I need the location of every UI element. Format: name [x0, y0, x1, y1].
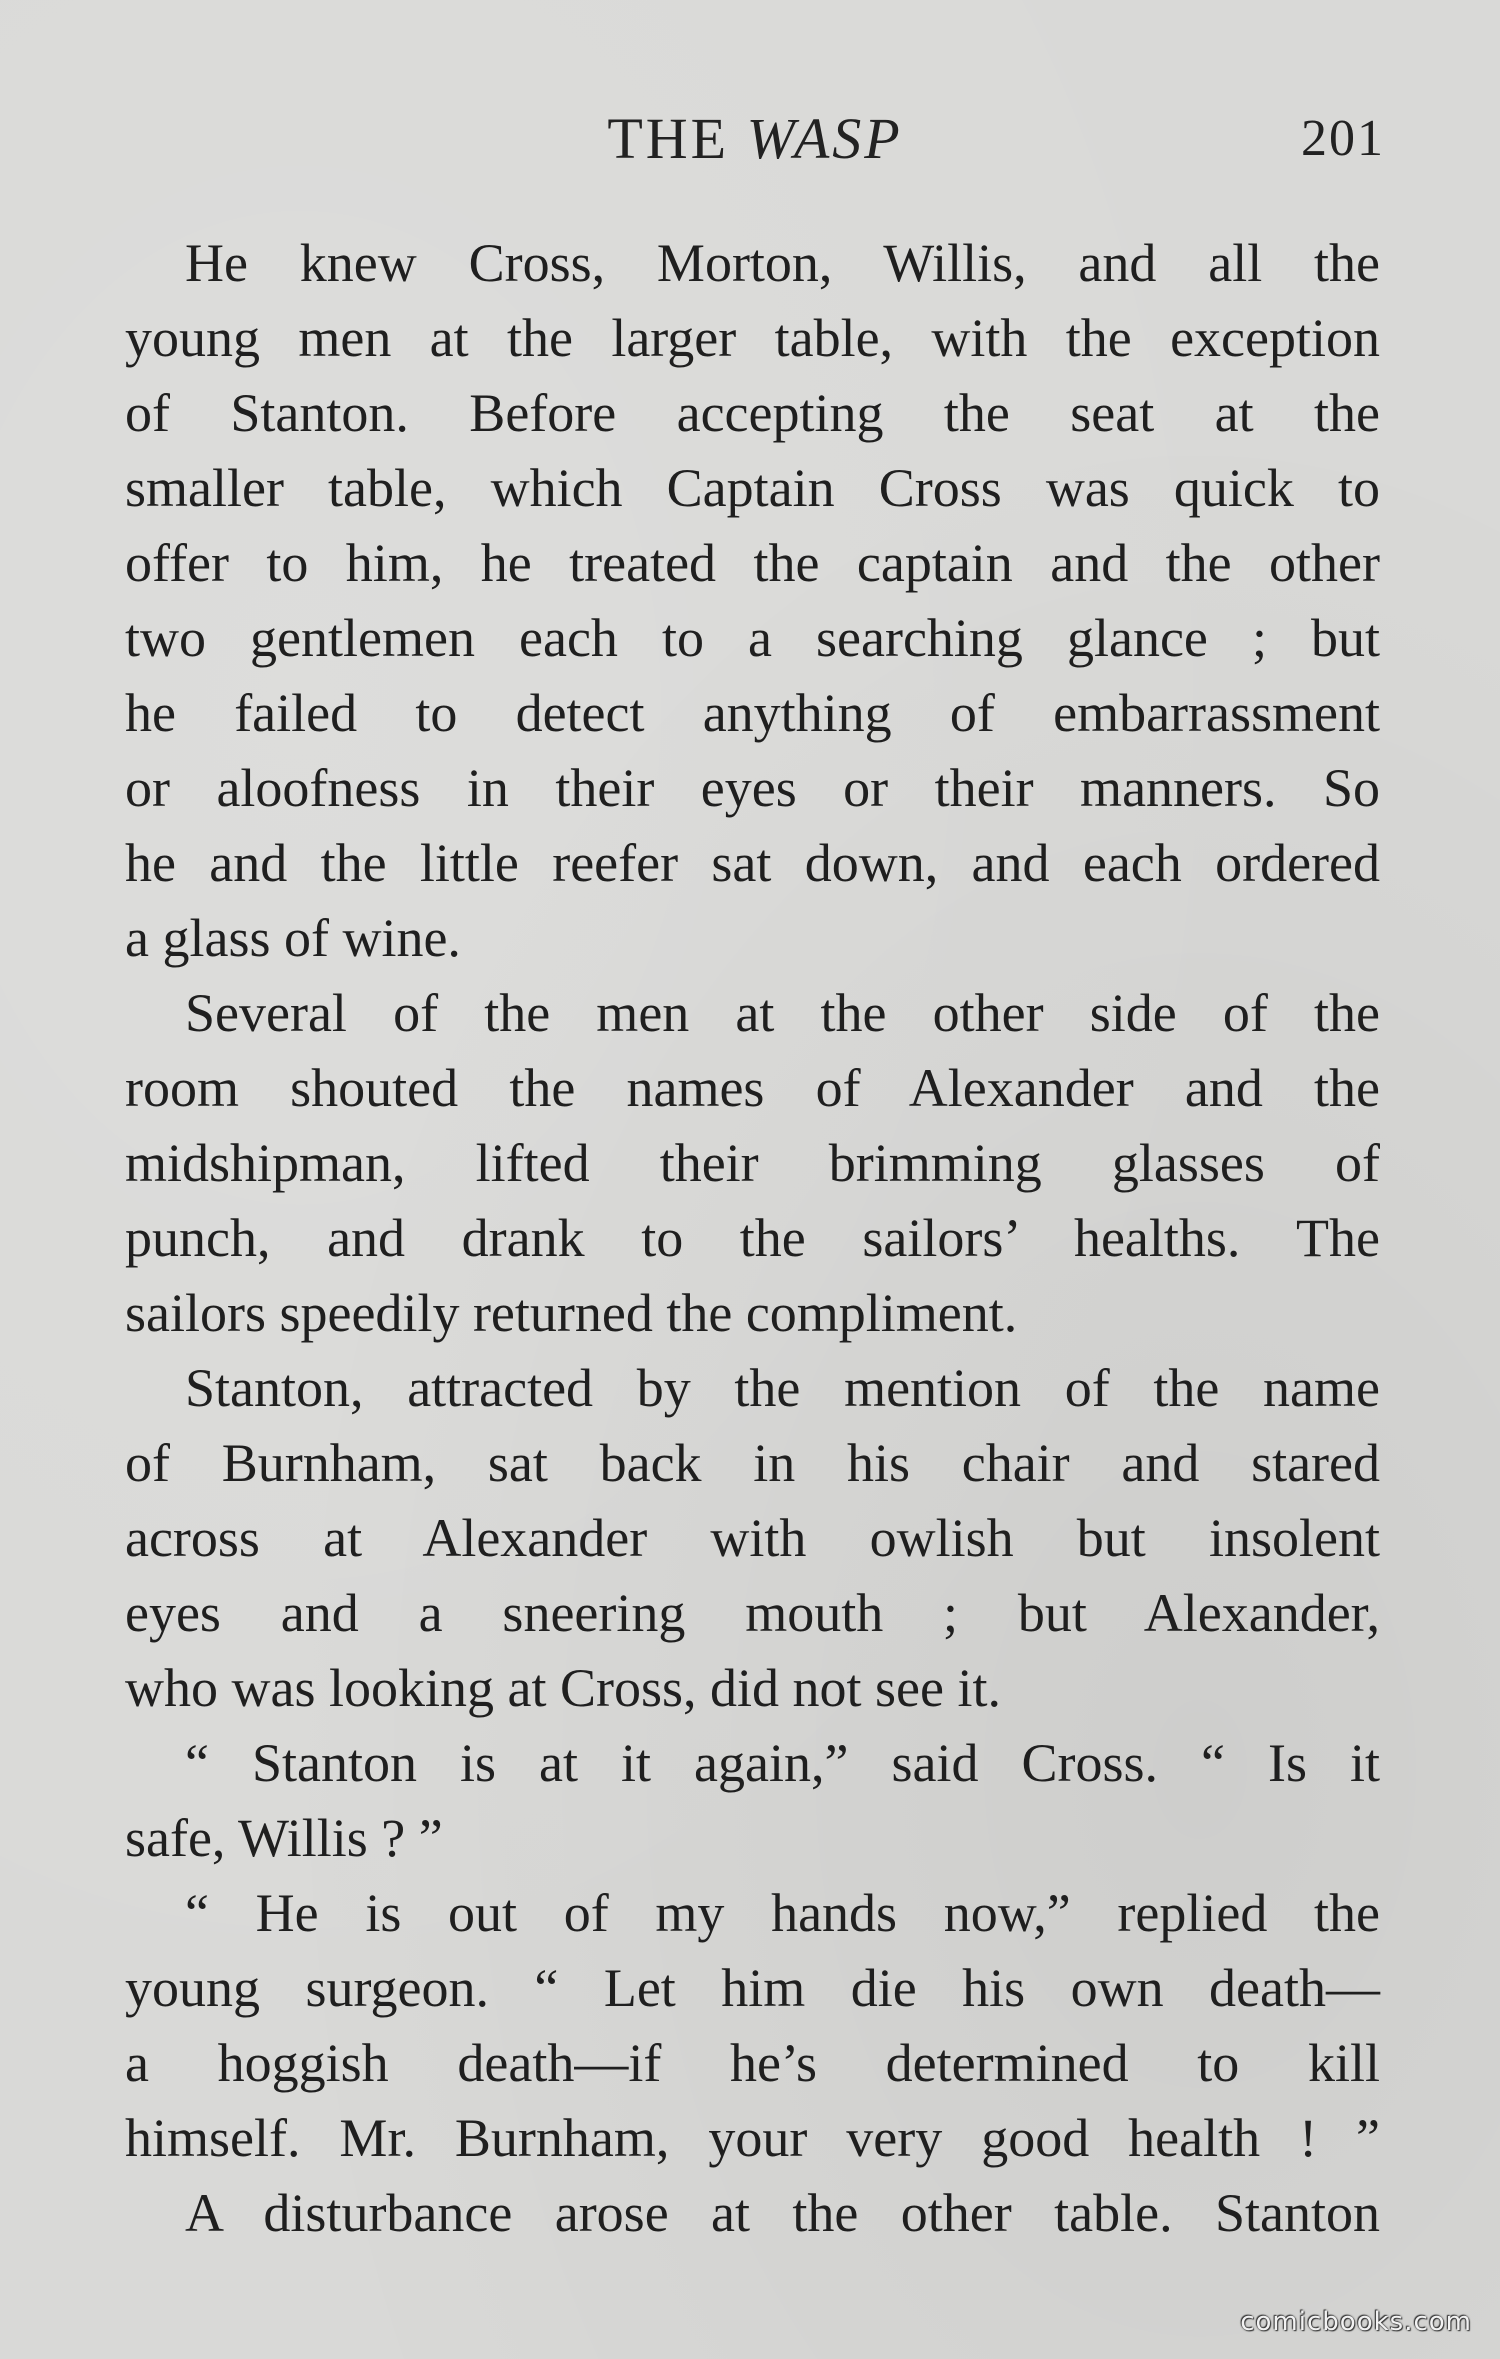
text-line: smaller table, which Captain Cross was quick to [125, 458, 1380, 518]
text-line: young surgeon. “ Let him die his own death— [125, 1958, 1380, 2018]
text-line: eyes and a sneering mouth ; but Alexander, [125, 1583, 1380, 1643]
text-line: Several of the men at the other side of the [185, 983, 1380, 1043]
text-line: or aloofness in their eyes or their manners. So [125, 758, 1380, 818]
text-line: sailors speedily returned the compliment. [125, 1283, 1018, 1343]
text-line: “ Stanton is at it again,” said Cross. “ Is it [185, 1733, 1380, 1793]
text-line: a hoggish death—if he’s determined to kill [125, 2033, 1380, 2093]
text-line: “ He is out of my hands now,” replied the [185, 1883, 1380, 1943]
text-line: himself. Mr. Burnham, your very good health ! ” [125, 2108, 1380, 2168]
text-line: offer to him, he treated the captain and the other [125, 533, 1380, 593]
text-line: two gentlemen each to a searching glance ; but [125, 608, 1380, 668]
text-line: a glass of wine. [125, 908, 461, 968]
body-text [125, 226, 1380, 2251]
text-line: he and the little reefer sat down, and each ordered [125, 833, 1380, 893]
text-line: room shouted the names of Alexander and the [125, 1058, 1380, 1118]
running-head [125, 105, 1385, 185]
text-line: of Stanton. Before accepting the seat at the [125, 383, 1380, 443]
text-line: across at Alexander with owlish but insolent [125, 1508, 1380, 1568]
running-title [125, 105, 1385, 172]
text-line: Stanton, attracted by the mention of the name [185, 1358, 1380, 1418]
text-line: punch, and drank to the sailors’ healths. The [125, 1208, 1380, 1268]
text-line: he failed to detect anything of embarrassment [125, 683, 1380, 743]
title-italic: WASP [746, 106, 903, 171]
watermark: comicbooks.com [1240, 2307, 1472, 2337]
text-line: young men at the larger table, with the exception [125, 308, 1380, 368]
text-line: He knew Cross, Morton, Willis, and all the [185, 233, 1380, 293]
text-line: A disturbance arose at the other table. Stanton [185, 2183, 1380, 2243]
page-number: 201 [1301, 110, 1385, 167]
text-line: safe, Willis ? ” [125, 1808, 443, 1868]
title-prefix: THE [607, 106, 747, 171]
text-line: who was looking at Cross, did not see it. [125, 1658, 1001, 1718]
text-line: midshipman, lifted their brimming glasses of [125, 1133, 1380, 1193]
text-line: of Burnham, sat back in his chair and stared [125, 1433, 1380, 1493]
